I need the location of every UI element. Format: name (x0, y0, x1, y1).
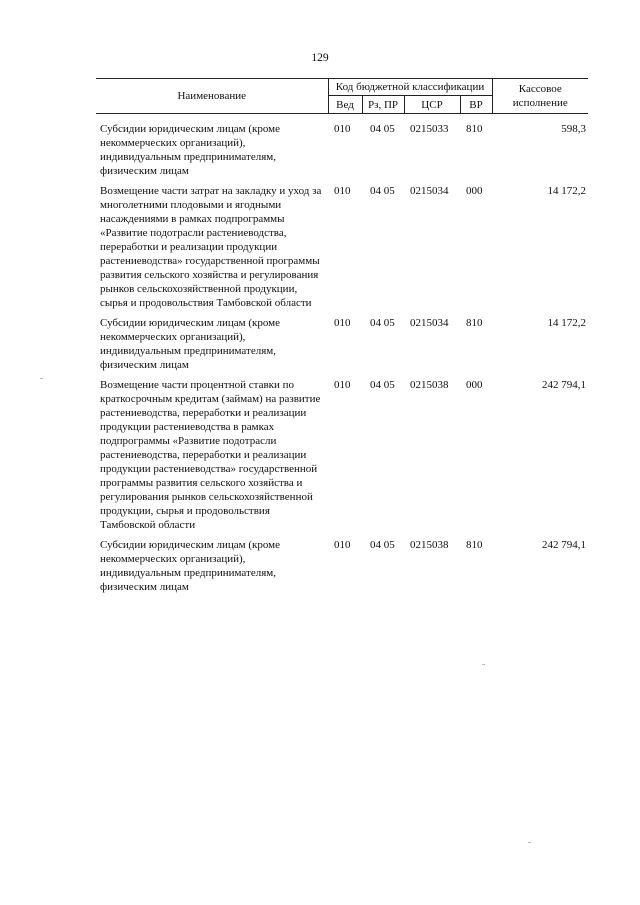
row-name: Субсидии юридическим лицам (кроме некоммерческих организаций), индивидуальным предпринимателям, физическим лицам (100, 539, 281, 593)
row-name: Возмещение части затрат на закладку и уход за многолетними плодовыми и ягодными насаждениями в рамках подпрограммы «Развитие подотрасли растениеводства, переработки и реализации продукции растениеводства» государственной программы развития сельского хозяйства и регулирования рынков сельскохозяйственной продукции, сырья и продовольствия Тамбовской области (100, 185, 322, 309)
page-number: 129 (311, 52, 329, 64)
row-rz-pr: 04 05 (370, 317, 395, 329)
row-rz-pr: 04 05 (370, 123, 395, 135)
row-vr: 810 (466, 317, 483, 329)
header-name: Наименование (96, 79, 328, 114)
header-vr: ВР (460, 96, 492, 114)
row-rz-pr: 04 05 (370, 539, 395, 551)
header-csr: ЦСР (404, 96, 460, 114)
table-row (96, 310, 588, 372)
header-classification: Код бюджетной классификации (328, 79, 492, 96)
row-amount: 14 172,2 (547, 317, 587, 329)
row-amount: 598,3 (561, 123, 587, 135)
row-csr: 0215038 (410, 379, 449, 391)
row-rz-pr: 04 05 (370, 185, 395, 197)
row-ved: 010 (334, 539, 351, 551)
header-ved: Вед (328, 96, 362, 114)
row-name: Возмещение части процентной ставки по краткосрочным кредитам (займам) на развитие растениеводства, переработки и реализации продукции растениеводства в рамках подпрограммы «Развитие подотрасли растениеводства, переработки и реализации продукции растениеводства» государственной программы развития сельского хозяйства и регулирования рынков сельскохозяйственной продукции, сырья и продовольствия Тамбовской области (100, 379, 321, 531)
row-csr: 0215034 (410, 317, 449, 329)
header-rz-pr: Рз, ПР (362, 96, 404, 114)
row-name: Субсидии юридическим лицам (кроме некоммерческих организаций), индивидуальным предпринимателям, физическим лицам (100, 123, 281, 177)
row-ved: 010 (334, 379, 351, 391)
row-csr: 0215034 (410, 185, 449, 197)
row-ved: 010 (334, 317, 351, 329)
row-ved: 010 (334, 123, 351, 135)
table-body (96, 114, 588, 595)
table-row (96, 178, 588, 310)
table-header (96, 79, 588, 114)
budget-table (96, 78, 588, 594)
table-row (96, 114, 588, 179)
row-vr: 000 (466, 379, 483, 391)
row-vr: 810 (466, 123, 483, 135)
table-row (96, 372, 588, 532)
row-amount: 242 794,1 (542, 539, 587, 551)
row-vr: 000 (466, 185, 483, 197)
row-csr: 0215038 (410, 539, 449, 551)
row-amount: 242 794,1 (542, 379, 587, 391)
row-amount: 14 172,2 (547, 185, 587, 197)
row-rz-pr: 04 05 (370, 379, 395, 391)
row-name: Субсидии юридическим лицам (кроме некоммерческих организаций), индивидуальным предпринимателям, физическим лицам (100, 317, 281, 371)
row-vr: 810 (466, 539, 483, 551)
scan-speck (482, 664, 485, 665)
scan-speck (40, 378, 43, 379)
row-csr: 0215033 (410, 123, 449, 135)
header-amount: Кассовое исполнение (492, 79, 588, 114)
row-ved: 010 (334, 185, 351, 197)
table-row (96, 532, 588, 594)
scan-speck (528, 842, 531, 843)
